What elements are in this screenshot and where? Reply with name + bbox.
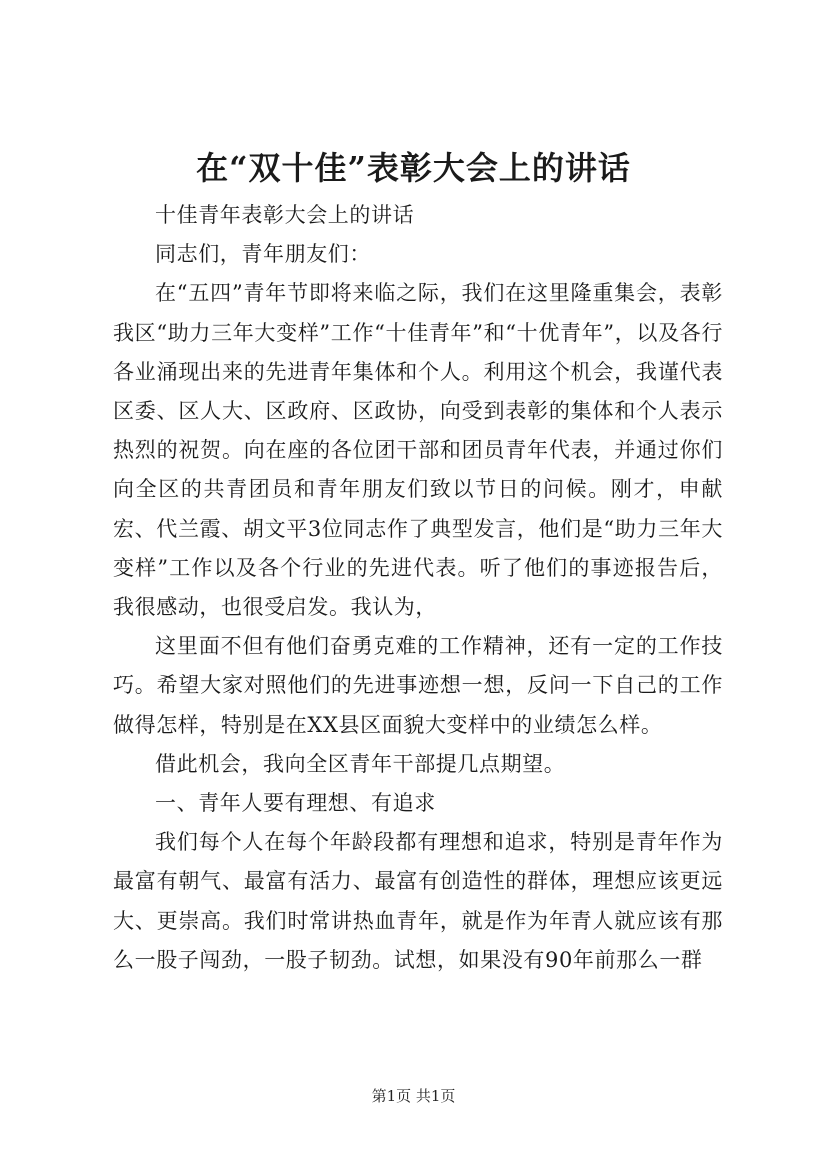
section-heading: 一、青年人要有理想、有追求: [155, 791, 436, 816]
body-paragraph: 我们每个人在每个年龄段都有理想和追求，特别是青年作为最富有朝气、最富有活力、最富有创造性的群体，理想应该更远大、更崇高。我们时常讲热血青年，就是作为年青人就应该有那么一股子闯劲，一股子韧劲。试想，如果没有90年前那么一群: [113, 830, 723, 972]
document-body: [113, 196, 723, 980]
body-paragraph: 借此机会，我向全区青年干部提几点期望。: [155, 751, 566, 776]
subtitle-paragraph: 十佳青年表彰大会上的讲话: [155, 203, 415, 227]
salutation-paragraph: 同志们，青年朋友们：: [155, 242, 371, 267]
body-paragraph: 这里面不但有他们奋勇克难的工作精神，还有一定的工作技巧。希望大家对照他们的先进事迹想一想，反问一下自己的工作做得怎样，特别是在XX县区面貌大变样中的业绩怎么样。: [113, 634, 723, 737]
page-footer: 第1页 共1页: [371, 1087, 456, 1105]
document-title: 在“双十佳”表彰大会上的讲话: [196, 149, 631, 187]
body-paragraph: 在“五四”青年节即将来临之际，我们在这里隆重集会，表彰我区“助力三年大变样”工作“十佳青年”和“十优青年”，以及各行各业涌现出来的先进青年集体和个人。利用这个机会，我谨代表区委、区人大、区政府、区政协，向受到表彰的集体和个人表示热烈的祝贺。向在座的各位团干部和团员青年代表，并通过你们向全区的共青团员和青年朋友们致以节日的问候。刚才，申献宏、代兰霞、胡文平3位同志作了典型发言，他们是“助力三年大变样”工作以及各个行业的先进代表。听了他们的事迹报告后，我很感动，也很受启发。我认为，: [113, 281, 723, 620]
